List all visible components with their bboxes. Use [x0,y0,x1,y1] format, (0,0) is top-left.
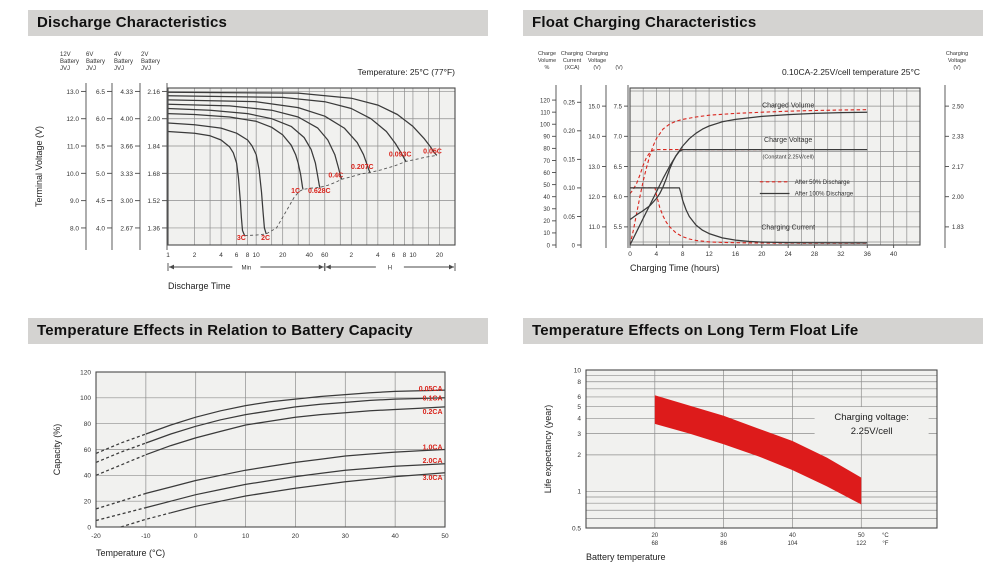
ruler-label: 1.36 [147,225,160,233]
y-tick-label: 60 [83,446,91,454]
ruler-header: Battery [60,59,80,65]
y-tick-label: 1 [577,488,581,496]
ruler-label: 4.5 [95,198,105,206]
curve-label: 0.628C [308,187,331,195]
ruler-label: 15.0 [588,104,600,111]
y-axis-title: Terminal Voltage (V) [34,125,44,208]
temperature-note: Temperature: 25°C (77°F) [357,67,455,77]
ruler-label: 6.0 [95,116,105,124]
x-tick-label: 8 [245,252,250,259]
ruler-label: 0.15 [563,157,575,164]
ruler-header: 2V [141,52,149,58]
arrowhead [326,265,331,270]
ruler-label: 5.5 [613,225,622,232]
panel-title-bar [28,318,488,344]
ruler-label: 11.0 [66,143,79,151]
ruler-header: Battery [141,59,161,65]
x-tick-label: 60 [321,252,329,259]
range-label: H [387,265,393,272]
ruler-header: (XCA) [564,65,580,71]
ruler-label: 1.84 [147,143,160,151]
curve-label: 0.093C [388,151,412,159]
ruler-header: (V) [593,65,601,71]
ruler-label: 10.0 [66,170,79,178]
ruler-label: 110 [540,110,550,117]
ruler-label: 1.68 [147,170,160,178]
ruler-label: 3.66 [120,143,133,151]
ruler-label: 7.0 [613,134,622,141]
ruler-label: 4.00 [120,116,133,124]
plot-label: Charge Voltage [764,137,813,145]
x-tick-label: 10 [241,533,250,540]
x-tick-label: -10 [141,533,151,540]
y-tick-label: 10 [573,367,581,375]
ruler-label: 0.10 [563,186,575,193]
discharge-chart [28,45,488,310]
y-tick-label: 80 [83,420,91,428]
y-tick-label: 40 [83,472,91,480]
x-tick-label: 4 [654,251,659,258]
x-tick-label: 24 [784,251,792,258]
ruler-label: 10 [543,231,550,238]
ruler-label: 2.67 [120,225,133,233]
ruler-label: 12.0 [66,116,79,124]
x-tick-label: 2 [192,252,197,259]
x-tick-label: -20 [91,533,101,540]
ruler-label: 5.5 [95,143,105,151]
ruler-label: 100 [539,122,550,129]
ruler-header: JVJ [114,66,125,72]
y-tick-label: 20 [83,498,91,506]
ruler-label: 6.0 [613,194,622,201]
panel-title: Temperature Effects on Long Term Float Life [532,322,859,339]
curve-label: 1C [291,187,301,195]
x-tick-celsius: 40 [789,533,796,539]
ruler-label: 1.83 [952,225,964,232]
x-tick-label: 0 [628,251,632,258]
panel-title-bar [523,10,983,36]
ruler-header: Charging [560,51,584,57]
ruler-label: 20 [543,219,550,226]
ruler-label: 14.0 [588,134,600,141]
x-tick-label: 0 [193,533,198,540]
ruler-header: (V) [953,65,961,71]
x-axis-title: Temperature (°C) [96,548,166,558]
ruler-label: 6.5 [613,164,622,171]
panel-title: Discharge Characteristics [37,14,228,31]
curve-label: 2.0CA [422,458,443,466]
x-tick-label: 8 [680,251,685,258]
ruler-label: 2.50 [952,104,964,111]
ruler-label: 40 [543,194,550,201]
ruler-label: 7.5 [613,104,622,111]
x-tick-label: 10 [409,252,417,259]
ruler-header: JVJ [141,66,152,72]
ruler-label: 3.33 [120,170,133,178]
panel-title: Float Charging Characteristics [532,14,757,31]
curve-label: 0.05CA [418,385,443,393]
curve-label: 0.207C [351,164,374,172]
ruler-label: 0.25 [563,100,575,107]
ruler-label: 4.33 [120,88,133,96]
y-axis-title: Capacity (%) [52,423,62,476]
ruler-label: 120 [539,98,550,105]
ruler-header: Voltage [587,58,607,64]
x-tick-label: 28 [810,251,819,258]
ruler-label: 5.0 [95,170,105,178]
ruler-label: 60 [543,170,550,177]
ruler-label: 2.16 [147,88,160,96]
float-charging-chart [523,45,983,310]
ruler-label: 12.0 [588,194,600,201]
x-tick-label: 40 [391,533,399,540]
ruler-label: 0 [571,243,575,250]
x-tick-fahrenheit: 104 [787,541,798,547]
ruler-label: 9.0 [69,198,79,206]
y-tick-label: 120 [80,369,91,377]
annotation-line: Charging voltage: [834,412,909,424]
x-tick-celsius: 50 [857,533,865,539]
ruler-header: Charge [537,51,557,57]
x-tick-celsius: 30 [720,533,727,539]
annotation-line: 2.25V/cell [850,425,893,437]
x-tick-label: 20 [758,251,766,258]
x-tick-label: 4 [376,252,380,259]
x-axis-title: Discharge Time [168,281,231,291]
x-tick-label: 40 [305,252,313,259]
x-tick-label: 16 [731,251,740,258]
curve-label: 1.0CA [422,444,443,452]
ruler-header: JVJ [86,66,97,72]
unit-celsius: °C [882,533,889,539]
ruler-label: 70 [543,158,550,165]
panel-capacity-temperature [28,318,488,565]
ruler-header: 6V [86,52,94,58]
x-axis-title: Charging Time (hours) [630,263,720,273]
x-tick-fahrenheit: 86 [720,541,727,547]
x-tick-celsius: 20 [651,533,659,539]
arrowhead [449,265,454,270]
ruler-label: 13.0 [66,88,79,96]
curve-label: 0.4C [328,172,344,180]
x-tick-fahrenheit: 122 [856,541,867,547]
ruler-header: 12V [60,52,71,58]
x-tick-label: 20 [435,252,444,259]
x-tick-label: 50 [441,533,449,540]
y-tick-label: 5 [577,403,581,411]
range-label: Min [241,265,252,272]
x-tick-label: 40 [890,251,898,258]
ruler-label: 6.5 [95,88,105,96]
unit-fahrenheit: °F [882,541,889,547]
x-tick-fahrenheit: 68 [651,541,659,547]
y-tick-label: 4 [577,415,581,423]
y-tick-label: 100 [80,395,91,403]
ruler-label: 2.00 [952,194,964,201]
ruler-label: 1.52 [147,198,160,206]
curve-label: 3C [236,234,246,242]
ruler-header: Current [562,58,582,64]
ruler-header: 4V [114,52,122,58]
legend-label: After 50% Discharge [794,179,850,186]
x-tick-label: 2 [349,252,354,259]
ruler-label: 0.20 [563,129,575,136]
ruler-header: Volume [537,58,557,64]
x-tick-label: 20 [279,252,287,259]
y-tick-label: 0 [87,524,91,532]
panel-float-charging [523,10,983,310]
ruler-label: 13.0 [588,164,600,171]
curve-label: 0.2CA [422,409,443,417]
y-axis-title: Life expectancy (year) [543,404,553,494]
curve-label: 0.1CA [422,395,443,403]
x-tick-label: 30 [341,533,349,540]
ruler-label: 11.0 [588,225,600,232]
legend-label: After 100% Discharge [794,191,854,198]
panel-title-bar [28,10,488,36]
ruler-label: 8.0 [69,225,79,233]
ruler-label: 30 [543,207,550,214]
x-tick-label: 8 [402,252,407,259]
curve-label: 0.05C [423,148,442,156]
ruler-header: (V) [615,65,623,71]
x-tick-label: 1 [166,252,170,259]
curve-label: 2C [261,234,271,242]
ruler-label: 0.05 [563,214,575,221]
x-tick-label: 10 [252,252,260,259]
ruler-label: 4.0 [95,225,105,233]
curve-label: 3.0CA [422,474,443,482]
plot-label: Charged Volume [762,102,815,110]
ruler-label: 2.17 [952,164,964,171]
panel-discharge [28,10,488,310]
y-tick-label: 2 [577,452,581,460]
ruler-label: 3.00 [120,198,133,206]
y-tick-label: 0.5 [571,525,581,533]
float-life-chart [523,350,983,565]
x-tick-label: 4 [219,252,223,259]
ruler-header: Voltage [947,58,967,64]
capacity-temperature-chart [28,350,488,565]
x-axis-title: Battery temperature [586,552,666,562]
x-tick-label: 6 [391,252,396,259]
charging-note: 0.10CA-2.25V/cell temperature 25°C [781,67,920,77]
ruler-header: Battery [114,59,134,65]
y-tick-label: 8 [577,379,581,387]
ruler-header: JVJ [60,66,71,72]
panel-title: Temperature Effects in Relation to Battery Capacity [37,322,413,339]
ruler-header: Battery [86,59,106,65]
y-tick-label: 6 [577,394,581,402]
ruler-label: 2.00 [147,116,160,124]
panel-title-bar [523,318,983,344]
ruler-label: 90 [543,134,550,141]
x-tick-label: 20 [291,533,300,540]
arrowhead [169,265,174,270]
plot-label: Charging Current [761,224,816,232]
x-tick-label: 32 [837,251,845,258]
ruler-label: 80 [543,146,550,153]
panel-float-life [523,318,983,565]
ruler-header: Charging [945,51,969,57]
x-tick-label: 12 [705,251,713,258]
ruler-header: % [544,65,550,71]
plot-label: (Constant 2.25V/cell) [762,154,814,161]
ruler-header: Charging [585,51,609,57]
ruler-label: 50 [543,182,550,189]
x-tick-label: 6 [234,252,239,259]
y-tick-label: 3 [577,430,581,438]
x-tick-label: 36 [863,251,871,258]
ruler-label: 0 [546,243,550,250]
arrowhead [319,265,324,270]
ruler-label: 2.33 [952,134,964,141]
